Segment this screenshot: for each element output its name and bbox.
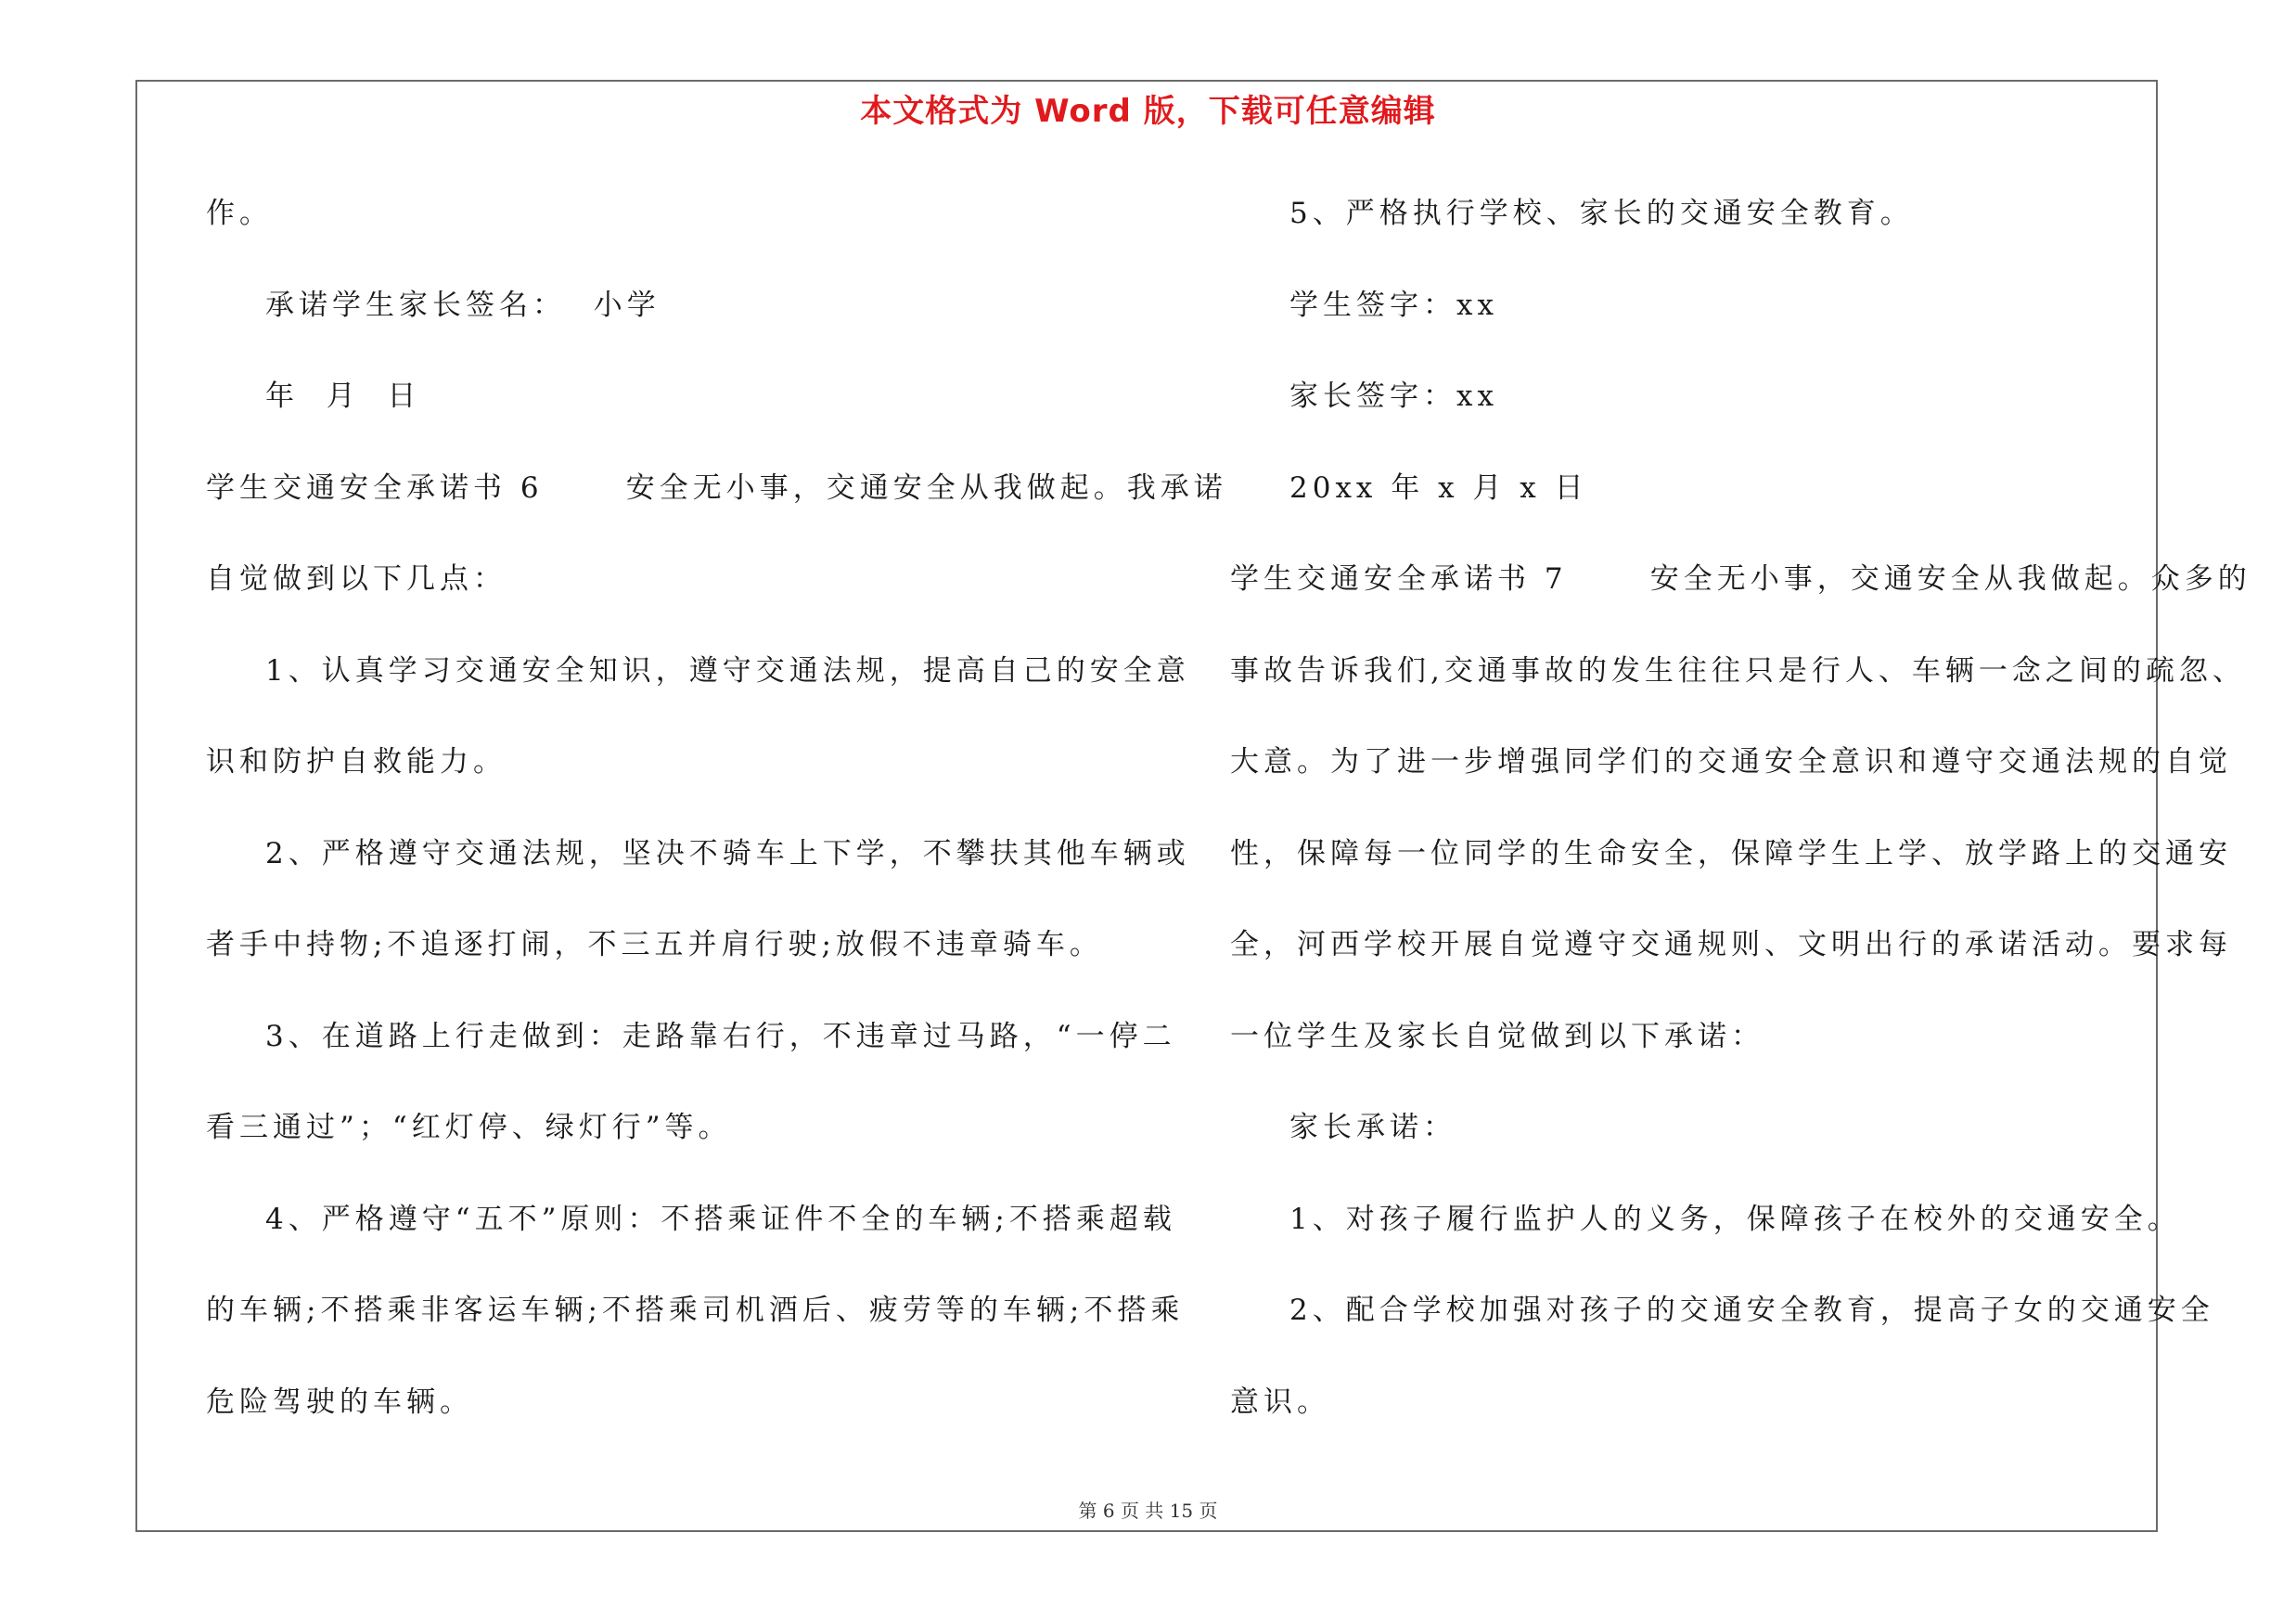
text-line: 事故告诉我们,交通事故的发生往往只是行人、车辆一念之间的疏忽、 — [1230, 653, 2246, 688]
text-line: 性，保障每一位同学的生命安全，保障学生上学、放学路上的交通安 — [1230, 836, 2232, 870]
text-line: 2、严格遵守交通法规，坚决不骑车上下学，不攀扶其他车辆或 — [265, 836, 1190, 870]
text-line: 的车辆;不搭乘非客运车辆;不搭乘司机酒后、疲劳等的车辆;不搭乘 — [206, 1294, 1185, 1327]
text-line: 识和防护自救能力。 — [206, 745, 507, 779]
text-line: 者手中持物;不追逐打闹，不三五并肩行驶;放假不违章骑车。 — [206, 928, 1103, 961]
text-line: 意识。 — [1230, 1385, 1330, 1419]
text-line: 3、在道路上行走做到：走路靠右行，不违章过马路，“一停二 — [265, 1019, 1176, 1053]
text-line: 学生交通安全承诺书 6 安全无小事，交通安全从我做起。我承诺 — [206, 470, 1227, 505]
text-line: 20xx 年 x 月 x 日 — [1289, 470, 1588, 505]
text-line: 2、配合学校加强对孩子的交通安全教育，提高子女的交通安全 — [1289, 1294, 2214, 1327]
text-line: 自觉做到以下几点： — [206, 562, 507, 596]
text-line: 5、严格执行学校、家长的交通安全教育。 — [1289, 197, 1914, 230]
format-banner: 本文格式为 Word 版，下载可任意编辑 — [860, 93, 1436, 130]
text-line: 承诺学生家长签名： 小学 — [265, 288, 661, 322]
text-line: 4、严格遵守“五不”原则：不搭乘证件不全的车辆;不搭乘超载 — [265, 1202, 1176, 1236]
text-line: 1、认真学习交通安全知识，遵守交通法规，提高自己的安全意 — [265, 653, 1190, 688]
text-line: 年 月 日 — [265, 380, 421, 413]
text-line: 全，河西学校开展自觉遵守交通规则、文明出行的承诺活动。要求每 — [1230, 928, 2232, 961]
page-number-footer: 第 6 页 共 15 页 — [1078, 1500, 1218, 1522]
text-line: 危险驾驶的车辆。 — [206, 1385, 473, 1419]
text-line: 家长承诺： — [1289, 1111, 1456, 1144]
text-line: 作。 — [206, 197, 273, 230]
text-line: 学生签字：xx — [1289, 288, 1498, 322]
text-line: 看三通过”；“红灯停、绿灯行”等。 — [206, 1111, 732, 1144]
text-line: 大意。为了进一步增强同学们的交通安全意识和遵守交通法规的自觉 — [1230, 745, 2232, 779]
text-line: 家长签字：xx — [1289, 380, 1498, 413]
text-line: 1、对孩子履行监护人的义务，保障孩子在校外的交通安全。 — [1289, 1202, 2181, 1236]
text-line: 一位学生及家长自觉做到以下承诺： — [1230, 1019, 1764, 1053]
text-line: 学生交通安全承诺书 7 安全无小事，交通安全从我做起。众多的 — [1230, 562, 2251, 596]
